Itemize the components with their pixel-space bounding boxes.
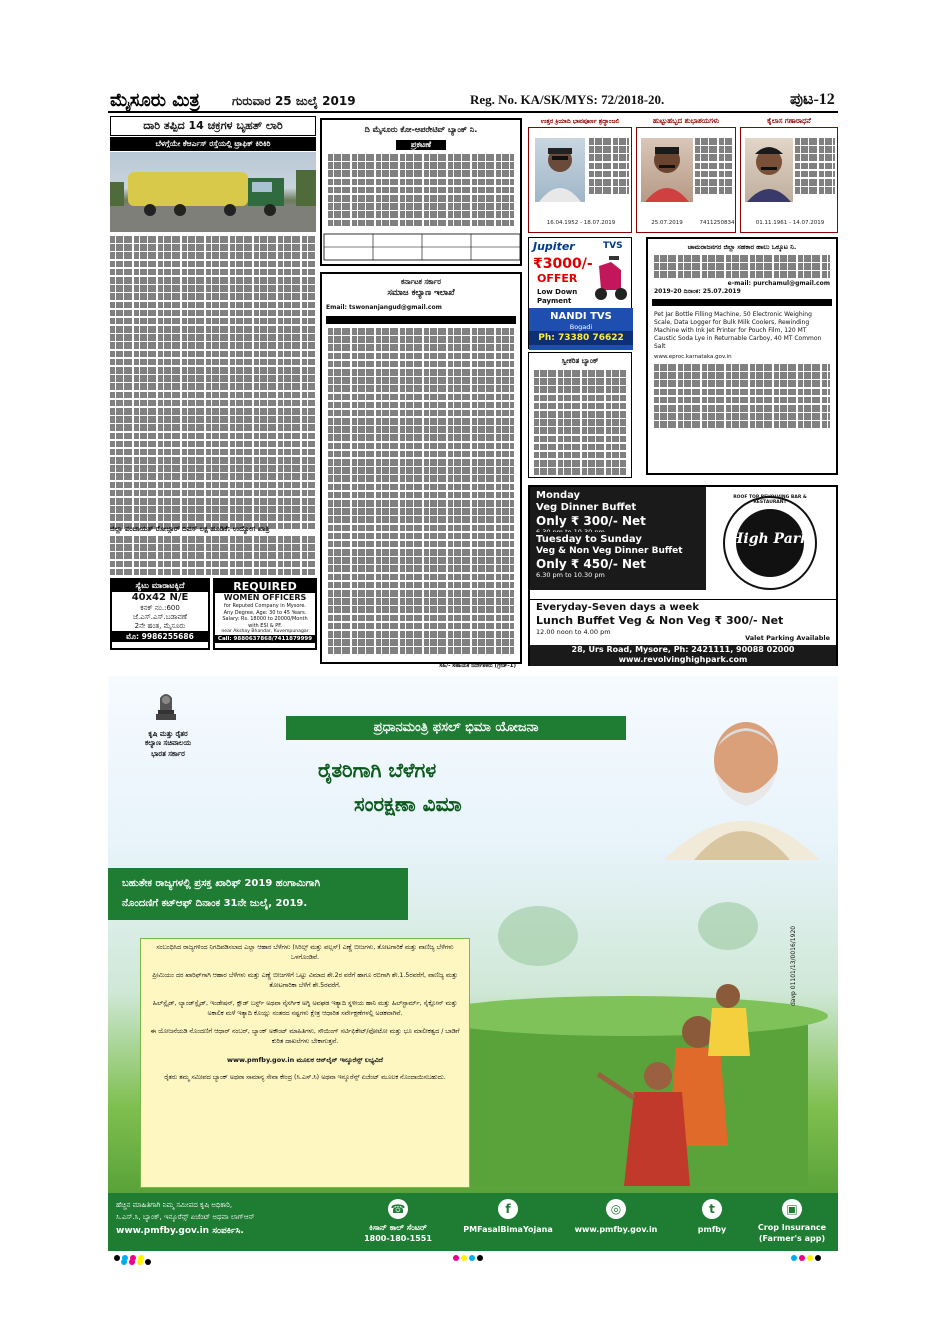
site-ad-title: ಸ್ಯೆಟು ಮಾರಾಟಕ್ಕಿದೆ bbox=[112, 580, 208, 592]
masthead-title: ಮೈಸೂರು ಮಿತ್ರ bbox=[110, 90, 200, 111]
pm-portrait-photo bbox=[654, 702, 830, 860]
registration-marks-bottom-left bbox=[113, 1246, 145, 1265]
obituary-phone: 7411250834 bbox=[699, 220, 735, 226]
ad-jupiter-tvs bbox=[528, 237, 632, 349]
web-icon: ◎ bbox=[606, 1199, 626, 1219]
pmfby-title: ಪ್ರಧಾನಮಂತ್ರಿ ಫಸಲ್ ಭಿಮಾ ಯೋಜನಾ bbox=[286, 716, 626, 740]
twitter-icon: t bbox=[702, 1199, 722, 1219]
obituary-dates-2: 25.07.2019 bbox=[651, 220, 683, 226]
site-ad-size: 40x42 N/E bbox=[131, 592, 189, 603]
ad-site-for-sale bbox=[110, 578, 210, 650]
farmers-family-photo bbox=[428, 866, 808, 1186]
masthead-page-number: ಪುಟ-12 bbox=[790, 91, 835, 108]
site-ad-phone: ಮೊ: 9986255686 bbox=[112, 631, 208, 642]
facebook-icon: f bbox=[498, 1199, 518, 1219]
jupiter-brand: Jupiter bbox=[533, 240, 575, 253]
obituary-header-1: ಉತ್ತರ ಕ್ರಿಯಾದಿ ಭಾವಪೂರ್ಣ ಶ್ರದ್ಧಾಂಜಲಿ bbox=[540, 118, 620, 125]
obituary-dates-1: 16.04.1952 - 18.07.2019 bbox=[546, 220, 616, 226]
notice-social-welfare: ಕರ್ನಾಟಕ ಸರ್ಕಾರ ಸಮಾಜ ಕಲ್ಯಾಣ ಇಲಾಖೆ Email: tswonanjangud@gmail.com ಸಹಿ/- ಸಹಾಯಕ ನಿರ್ದೇಶಕರು (ಗ್ರೇಡ್-1) bbox=[320, 272, 522, 664]
twitter-handle: pmfby bbox=[697, 1225, 727, 1234]
site-ad-line2: ಜೆ.ಎಸ್.ಎಸ್.ಬಡಾವಣೆ bbox=[133, 613, 187, 621]
facebook-handle: PMFasalBimaYojana bbox=[463, 1225, 553, 1234]
second-story-body bbox=[110, 536, 316, 576]
lorry-story-body bbox=[110, 236, 316, 533]
registration-marks-bottom-mid bbox=[452, 1246, 484, 1265]
jupiter-dealer: NANDI TVS bbox=[550, 311, 612, 322]
registration-marks-bottom-right bbox=[790, 1246, 822, 1265]
lorry-photo bbox=[110, 152, 316, 232]
jupiter-place: Bogadi bbox=[569, 323, 593, 331]
notice-milk-union-tender: ಚಾಮರಾಜನಗರ ಜಿಲ್ಲಾ ಸಹಕಾರ ಹಾಲು ಒಕ್ಕೂಟ ನಿ. e-mail: purchamul@gmail.com 2019-20 ದಿನಾಂಕ: 25.07.2019 Pet Jar Bottle Filling Machine, 50 Electronic Weighing Scale, Data Logger for Bulk Milk Coolers, Rewinding Machine with Ink Jet Printer for Pouch Film, 120 MT Caustic Soda Lye in Returnable Carboy, 40 MT Common Salt www.eproc.karnataka.gov.in bbox=[646, 237, 838, 475]
phone-icon: ☎ bbox=[388, 1199, 408, 1219]
pmfby-footer: ಹೆಚ್ಚಿನ ಮಾಹಿತಿಗಾಗಿ ನಿಮ್ಮ ಸಮೀಪದ ಕೃಷಿ ಅಧಿಕಾರಿ, ಸಿ.ಎಸ್.ಸಿ, ಬ್ಯಾಂಕ್, ಇನ್ಶೂರೆನ್ಸ್ ಏಜೆಂಟ್ ಅಥವಾ ಲಾಗ್ಆನ್ www.pmfby.gov.in ಸಂಪರ್ಕಿಸಿ. ☎ ಕಿಸಾನ್ ಕಾಲ್ ಸೆಂಟರ್ 1800-180-1551 f PMFasalBimaYojana ◎ www.pmfby.gov.in t pmfby ▣ Crop Insurance (Farmer's app) bbox=[108, 1193, 838, 1251]
ministry-line1: ಕೃಷಿ ಮತ್ತು ರೈತರ bbox=[148, 730, 188, 738]
masthead-rule bbox=[108, 111, 838, 113]
portrait-photo-1 bbox=[535, 138, 585, 202]
ad-pmfby-crop-insurance bbox=[108, 676, 838, 1251]
app-icon: ▣ bbox=[782, 1199, 802, 1219]
ashoka-emblem-icon bbox=[154, 688, 178, 722]
obituary-header-3: ಕೈಲಾಸ ಗಣಾರಾಧನೆ bbox=[767, 117, 811, 125]
site-ad-line3: 2ನೇ ಹಂತ, ಮೈಸೂರು bbox=[134, 622, 186, 630]
lorry-headline: ದಾರಿ ತಪ್ಪಿದ 14 ಚಕ್ರಗಳ ಬೃಹತ್ ಲಾರಿ bbox=[110, 116, 316, 136]
masthead-date: ಗುರುವಾರ 25 ಜುಲೈ 2019 bbox=[232, 94, 356, 108]
jupiter-phone: Ph: 73380 76622 bbox=[529, 331, 633, 345]
obituary-box-2 bbox=[636, 127, 736, 233]
pmfby-headline-2: ಸಂರಕ್ಷಣಾ ವಿಮಾ bbox=[354, 792, 462, 816]
ministry-line3: ಭಾರತ ಸರ್ಕಾರ bbox=[151, 750, 185, 758]
high-park-logo: High Park ROOF TOP REVOLVING BAR & RESTAURANT bbox=[710, 493, 830, 593]
lorry-subhead: ಬೆಳಗ್ಗೆಯೇ ಕೆಆರ್ಎಸ್ ರಸ್ತೆಯಲ್ಲಿ ಟ್ರಾಫಿಕ್ ಕಿರಿಕಿರಿ bbox=[110, 137, 316, 151]
portrait-photo-3 bbox=[745, 138, 793, 202]
obituary-dates-3: 01.11.1961 - 14.07.2019 bbox=[755, 220, 825, 226]
jupiter-offer: ₹3000/- bbox=[533, 256, 593, 272]
obituary-box-3 bbox=[740, 127, 838, 233]
app-name-line1: Crop Insurance bbox=[757, 1223, 827, 1232]
pmfby-headline-1: ರೈತರಿಗಾಗಿ ಬೆಳೆಗಳ bbox=[318, 758, 437, 782]
call-center-number: 1800-180-1551 bbox=[364, 1234, 432, 1243]
pmfby-points-box: ಸಂಬಂಧಿಸಿದ ರಾಜ್ಯಗಳಿಂದ ನಿಗದಿಪಡಿಸಲಾದ ಎಲ್ಲಾ ಆಹಾರ ಬೆಳೆಗಳು (ಸಿರಿಲ್ಸ್ ಮತ್ತು ಪಲ್ಸಸ್) ಎಣ್ಣೆ ಬೀಜಗಳು, ತೋಟಗಾರಿಕೆ ಮತ್ತು ವಾಣಿಜ್ಯ ಬೆಳೆಗಳು ಒಳಗೊಂಡಿವೆ. ಪ್ರೀಮಿಯಂ ದರ ಖಾರಿಫ್‌ಗಾಗಿ ಆಹಾರ ಬೆಳೆಗಳು ಮತ್ತು ಎಣ್ಣೆ ಬೀಜಗಳಿಗೆ ಒಟ್ಟು ವಿಮಾದ ಶೇ.2ರ ವರೆಗೆ ಹಾಗೂ ರಬಿಗಾಗಿ ಶೇ.1.5ರವರೆಗೆ, ವಾಣಿಜ್ಯ ಮತ್ತು ತೋಟಗಾರಿಕಾ ಬೆಳೆಗೆ ಶೇ.5ರವರೆಗೆ. ಹಿಲ್‌ಸ್ಲೈಡ್, ಲ್ಯಾಂಡ್‌ಸ್ಲೈಡ್, ಇಂಡೇಷನ್, ಕ್ಲೌಡ್ ಬರ್ಸ್ಟ್ ಅಥವಾ ನೈಸರ್ಗಿಕ ಅಗ್ನಿ ಅವಘಡ ಇತ್ಯಾದಿ ಸ್ಥಳೀಯ ಹಾನಿ ಮತ್ತು ಹಿಲ್‌ಸ್ಟಾರ್ಮ್, ಸೈಕ್ಲೋನ್ ಮತ್ತು ಅಕಾಲಿಕ ಮಳೆ ಇತ್ಯಾದಿ ಕೊಯ್ಲು ನಂತರದ ನಷ್ಟಗಳು ಕ್ಷೇತ್ರ ಆಧಾರಿತ ಸರ್ವೇಕ್ಷಣೆಗಳಲ್ಲಿ ಅಡಕವಾಗಿವೆ. ಈ ಯೋಜನೆಯಡಿ ನೊಂದಣಿಗೆ ಆಧಾರ್ ನಂಬರ್, ಬ್ಯಾಂಕ್ ಅಕೌಂಟ್ ಮಾಹಿತಿಗಳು, ಸೌಯಿಂಗ್ ಸರ್ಟಿಫಿಕೇಟ್/ಫೋಟೋ ಮತ್ತು ಭೂ ಮಾಲೀಕತ್ವದ / ಬಾಡಿಗೆ ಕುರಿತ ದಾಖಲೆಗಳು ಬೇಕಾಗುತ್ತವೆ. www.pmfby.gov.in ಮೂಲಕ ಆನ್‌ಲೈನ್ ಇನ್ಶೂರೆನ್ಸ್ ಲಭ್ಯವಿದೆ ರೈತರು ತಮ್ಮ ಸಮೀಪದ ಬ್ಯಾಂಕ್ ಅಥವಾ ಸಾಮಾನ್ಯ ಸೇವಾ ಕೇಂದ್ರ (ಸಿ.ಎಸ್.ಸಿ) ಅಥವಾ ಇನ್ಶೂರೆನ್ಸ್ ಏಜೆಂಟ್ ಮೂಲಕ ನೊಂದಾಯಿಸಬಹುದು. bbox=[140, 938, 470, 1188]
second-story-headline: ಜಿಲ್ಲಾ ಪಂಚಾಯತ್ ರೋಜ್ಗಾರ್ ದಿವಸ್ ಲಕ್ಷ ಹೂಡಿಕೆ: ಉದ್ಯೋಗ ಖಾತ್ರಿ bbox=[110, 525, 270, 533]
notice-cooperative-bank: ದಿ ಮೈಸೂರು ಕೋ-ಆಪರೇಟಿವ್ ಬ್ಯಾಂಕ್ ನಿ. ಪ್ರಕಟಣೆ bbox=[320, 118, 522, 266]
jupiter-line1: Low Down bbox=[537, 288, 578, 296]
obituary-header-2: ಹುಟ್ಟುಹಬ್ಬದ ಶುಭಾಶಯಗಳು bbox=[652, 117, 720, 125]
jupiter-line2: Payment bbox=[537, 297, 572, 305]
call-center-label: ಕಿಸಾನ್ ಕಾಲ್ ಸೆಂಟರ್ bbox=[369, 1223, 427, 1232]
tvs-brand: TVS bbox=[603, 241, 623, 251]
ministry-line2: ಕಲ್ಯಾಣ ಸಚಿವಾಲಯ bbox=[145, 739, 191, 747]
davp-code: davp 01101/13/0016/1920 bbox=[790, 925, 797, 1006]
ad-high-park-restaurant: Monday Veg Dinner Buffet Only ₹ 300/- Net Tuesday to Sunday Veg & Non Veg Dinner Buffet Only ₹ 450/- Net 6.30 pm to 10.30 pm High Park ROOF TOP REVOLVING BAR & RESTAURANT Everyday-Seven days a week Lunch Buffet Veg & Non Veg ₹ 300/- Net 12.00 noon to 4.00 pm Valet Parking Available 28, Urs Road, Mysore, Ph: 2421111, 90088 02000 www.revolvinghighpark.com bbox=[528, 485, 838, 666]
masthead-reg: Reg. No. KA/SK/MYS: 72/2018-20. bbox=[470, 92, 665, 107]
portrait-photo-2 bbox=[641, 138, 693, 202]
app-name-line2: (Farmer's app) bbox=[758, 1234, 826, 1243]
notice-small-bank: ಸ್ವೀಕರಿತ ಬ್ಯಾಂಕ್ bbox=[528, 352, 632, 478]
pmfby-cutoff-banner: ಬಹುತೇಕ ರಾಜ್ಯಗಳಲ್ಲಿ ಪ್ರಸಕ್ತ ಖಾರಿಫ್ 2019 ಹಂಗಾಮಿಗಾಗಿ ನೊಂದಣಿಗೆ ಕಟ್ಆಫ್ ದಿನಾಂಕ 31ನೇ ಜುಲೈ, 2019. bbox=[108, 868, 408, 920]
web-address: www.pmfby.gov.in bbox=[574, 1225, 658, 1234]
obituary-box-1 bbox=[528, 127, 632, 233]
ad-required-women-officers: REQUIRED WOMEN OFFICERS for Reputed Company in Mysore. Any Degree, Age: 30 to 45 Years. Salary: Rs. 18000 to 20000/Month with ESI & PF. near Akshay Bhandar, Kuvempunagar Call: 9880637868/7411879999 bbox=[213, 578, 317, 650]
jupiter-offer-word: OFFER bbox=[537, 272, 578, 285]
site-ad-line1: ಕನಕ್ ನಂ.:600 bbox=[140, 604, 180, 612]
scooter-icon bbox=[591, 256, 629, 304]
